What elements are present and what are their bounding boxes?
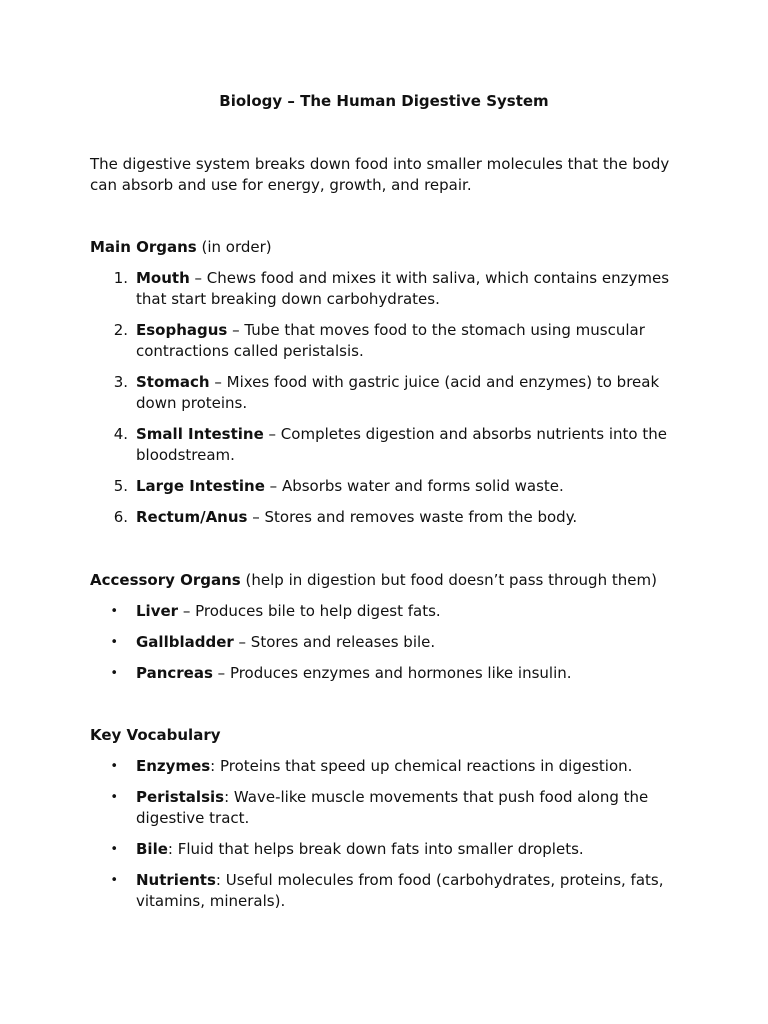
list-item [90,601,690,622]
list-item [90,663,690,684]
intro-paragraph: The digestive system breaks down food into smaller molecules that the body can absorb and use for energy, growth, and repair. [90,155,670,194]
accessory-organs-list [90,601,690,694]
list-item [90,870,690,912]
list-item-term: Small Intestine [136,425,264,443]
bullet-icon: • [110,759,118,774]
list-item-text: – Tube that moves food to the stomach using muscular contractions called peristalsis. [136,321,645,360]
list-item-term: Gallbladder [136,633,234,651]
bullet-icon: • [110,790,118,805]
accessory-organs-heading-note: (help in digestion but food doesn’t pass through them) [240,571,657,589]
list-item [90,756,690,777]
list-item-text: : Wave-like muscle movements that push food along the digestive tract. [136,788,649,827]
list-item-text: : Fluid that helps break down fats into smaller droplets. [167,840,584,858]
accessory-organs-heading [90,570,710,591]
list-item-text: : Proteins that speed up chemical reactions in digestion. [210,757,633,775]
list-item [90,507,690,528]
bullet-icon: • [110,873,118,888]
bullet-icon: • [110,604,118,619]
list-item-term: Rectum/Anus [136,508,248,526]
list-item-text: – Completes digestion and absorbs nutrients into the bloodstream. [136,425,667,464]
list-number: 4. [113,425,128,443]
list-number: 3. [113,373,128,391]
accessory-organs-heading-label: Accessory Organs [90,571,241,589]
list-item-term: Nutrients [136,871,216,889]
main-organs-list [90,268,690,538]
list-item-text: – Mixes food with gastric juice (acid and enzymes) to break down proteins. [136,373,660,412]
list-item-term: Esophagus [136,321,228,339]
list-item [90,320,690,362]
bullet-icon: • [110,842,118,857]
list-item-term: Peristalsis [136,788,225,806]
key-vocabulary-heading-label: Key Vocabulary [90,726,221,744]
list-item [90,787,690,829]
list-item [90,476,690,497]
list-item-text: – Chews food and mixes it with saliva, which contains enzymes that start breaking down carbohydrates. [136,269,670,308]
list-item [90,839,690,860]
bullet-icon: • [110,635,118,650]
list-item-term: Mouth [136,269,190,287]
list-item-term: Enzymes [136,757,211,775]
list-item [90,424,690,466]
list-item-text: – Stores and removes waste from the body. [247,508,578,526]
list-item-term: Bile [136,840,168,858]
list-item [90,268,690,310]
list-number: 1. [113,269,128,287]
key-vocabulary-list [90,756,690,922]
list-item-term: Pancreas [136,664,213,682]
main-organs-heading [90,237,710,258]
list-item-term: Stomach [136,373,210,391]
list-item-text: – Produces enzymes and hormones like insulin. [212,664,572,682]
list-item [90,632,690,653]
bullet-icon: • [110,666,118,681]
main-organs-heading-note: (in order) [196,238,272,256]
key-vocabulary-heading [90,725,710,746]
list-item-term: Liver [136,602,179,620]
list-item-text: – Produces bile to help digest fats. [178,602,441,620]
list-item-text: – Absorbs water and forms solid waste. [264,477,564,495]
list-number: 6. [113,508,128,526]
list-item-text: – Stores and releases bile. [233,633,436,651]
list-item-text: : Useful molecules from food (carbohydrates, proteins, fats, vitamins, minerals). [136,871,664,910]
list-number: 2. [113,321,128,339]
list-item [90,372,690,414]
list-item-term: Large Intestine [136,477,265,495]
main-organs-heading-label: Main Organs [90,238,197,256]
document-title: Biology – The Human Digestive System [219,92,549,110]
list-number: 5. [113,477,128,495]
